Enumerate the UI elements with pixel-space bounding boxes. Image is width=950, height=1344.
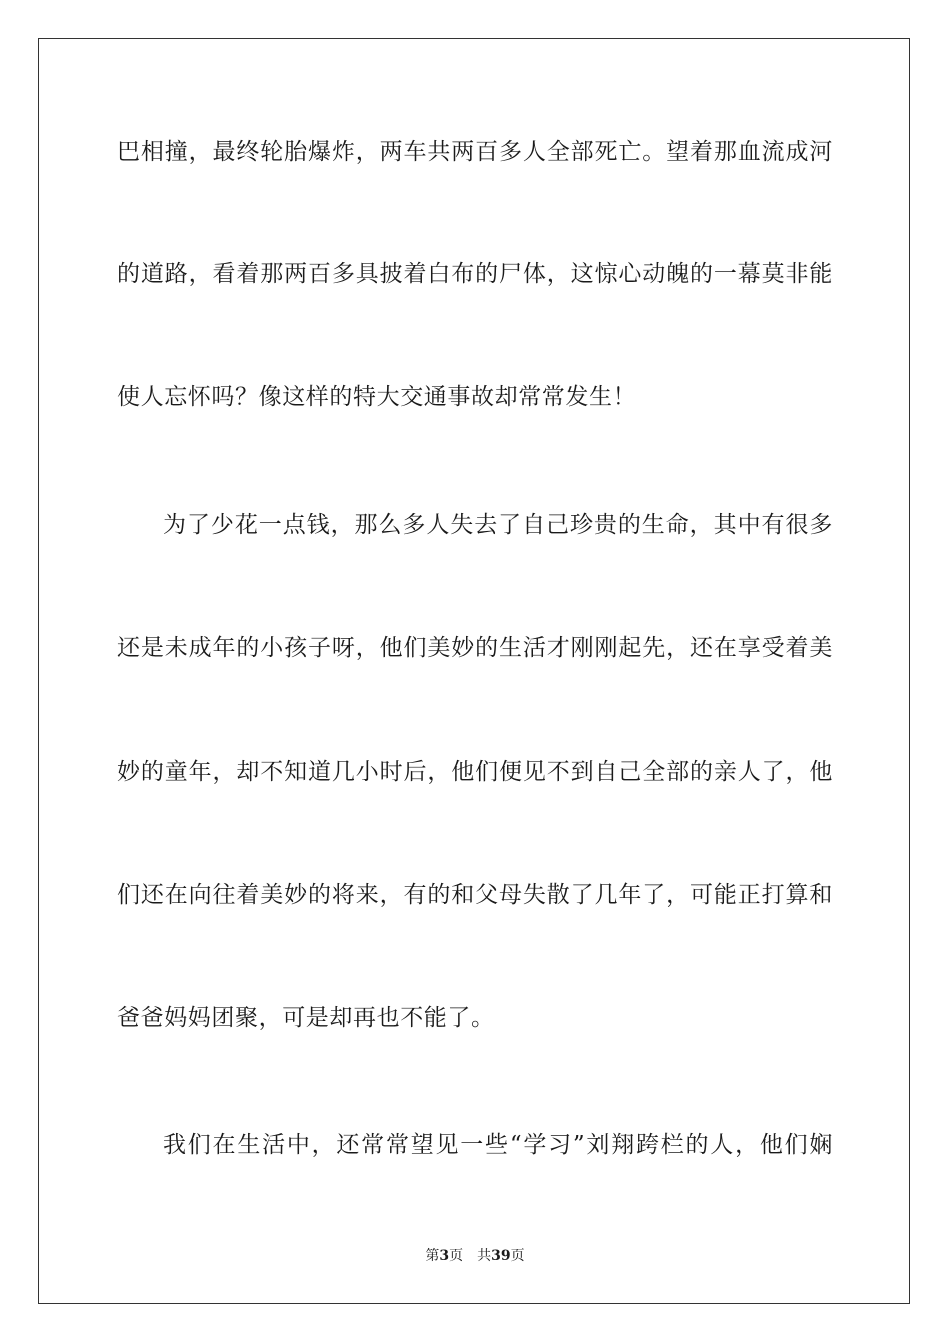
current-page-number: 3 [439,1248,450,1264]
total-pages-number: 39 [491,1248,511,1264]
text-line: 还是未成年的小孩子呀，他们美妙的生活才刚刚起先，还在享受着美 [117,635,833,661]
page-footer [0,1246,950,1266]
page-number-prefix: 第 [425,1248,440,1264]
total-pages-suffix: 页 [510,1248,525,1264]
text-line: 巴相撞，最终轮胎爆炸，两车共两百多人全部死亡。望着那血流成河 [117,139,833,165]
page-number-suffix: 页 [449,1248,464,1264]
page-border [38,38,910,1304]
text-line: 使人忘怀吗？像这样的特大交通事故却常常发生！ [117,384,637,410]
text-line: 妙的童年，却不知道几小时后，他们便见不到自己全部的亲人了，他 [117,759,833,785]
text-line: 爸爸妈妈团聚，可是却再也不能了。 [117,1005,495,1031]
text-line: 的道路，看着那两百多具披着白布的尸体，这惊心动魄的一幕莫非能 [117,261,833,287]
total-pages-prefix: 共 [477,1248,492,1264]
paragraph-first-line: 我们在生活中，还常常望见一些“学习”刘翔跨栏的人，他们娴 [163,1132,833,1158]
paragraph-first-line: 为了少花一点钱，那么多人失去了自己珍贵的生命，其中有很多 [163,512,833,538]
text-line: 们还在向往着美妙的将来，有的和父母失散了几年了，可能正打算和 [117,882,833,908]
